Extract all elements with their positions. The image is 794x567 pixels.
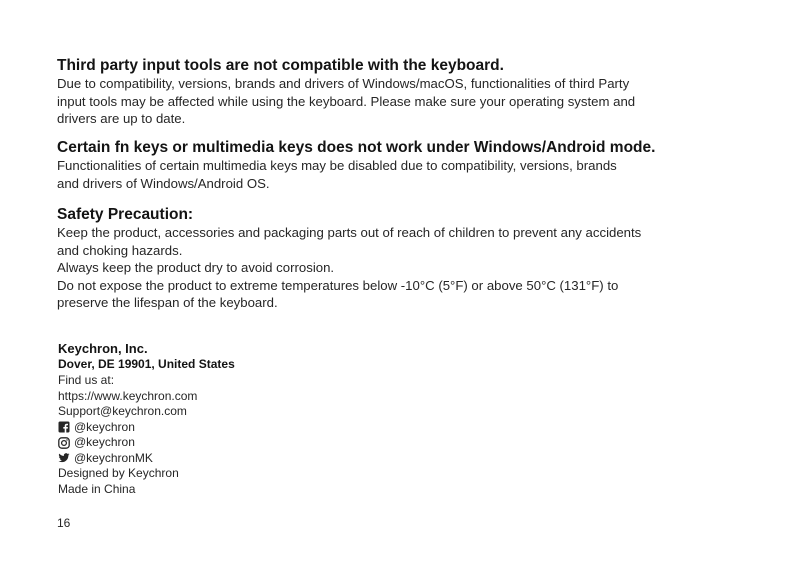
section-text-line: preserve the lifespan of the keyboard. [57,295,278,310]
section-text-line: input tools may be affected while using the keyboard. Please make sure your operating system and [57,93,636,109]
section-text-line: Always keep the product dry to avoid corrosion. [57,260,335,275]
instagram-handle: @keychron [74,435,135,449]
page-number: 16 [57,516,71,530]
instagram-icon [58,437,70,449]
section-text-line: and choking hazards. [57,242,183,258]
twitter-icon [58,452,70,464]
twitter-link[interactable] [58,451,235,467]
section-heading: Safety Precaution: [57,206,194,223]
company-footer [58,341,235,497]
made-in-text: Made in China [58,481,136,496]
section-text-line: and drivers of Windows/Android OS. [57,175,270,191]
section-heading: Third party input tools are not compatible with the keyboard. [57,57,504,74]
company-name: Keychron, Inc. [58,341,148,356]
section-text-line: Do not expose the product to extreme temperatures below -10°C (5°F) or above 50°C (131°F) to [57,277,619,293]
company-address: Dover, DE 19901, United States [58,357,235,371]
support-email-link[interactable]: Support@keychron.com [58,404,187,418]
find-us-label: Find us at: [58,373,115,387]
website-link[interactable]: https://www.keychron.com [58,388,198,403]
facebook-icon [58,421,70,433]
section-text-line: Functionalities of certain multimedia keys may be disabled due to compatibility, versions, brands [57,158,617,173]
section-third-party-tools [57,56,717,128]
section-heading: Certain fn keys or multimedia keys does not work under Windows/Android mode. [57,139,656,156]
facebook-handle: @keychron [74,419,135,434]
section-text-line: drivers are up to date. [57,111,186,126]
facebook-link[interactable] [58,420,235,436]
section-text-line: Keep the product, accessories and packaging parts out of reach of children to prevent any accidents [57,225,642,240]
section-safety-precaution [57,205,717,312]
designed-by-text: Designed by Keychron [58,466,179,480]
twitter-handle: @keychronMK [74,450,153,465]
instagram-link[interactable] [58,435,235,451]
section-text-line: Due to compatibility, versions, brands and drivers of Windows/macOS, functionalities of third Party [57,76,630,91]
section-fn-multimedia-keys [57,138,717,192]
